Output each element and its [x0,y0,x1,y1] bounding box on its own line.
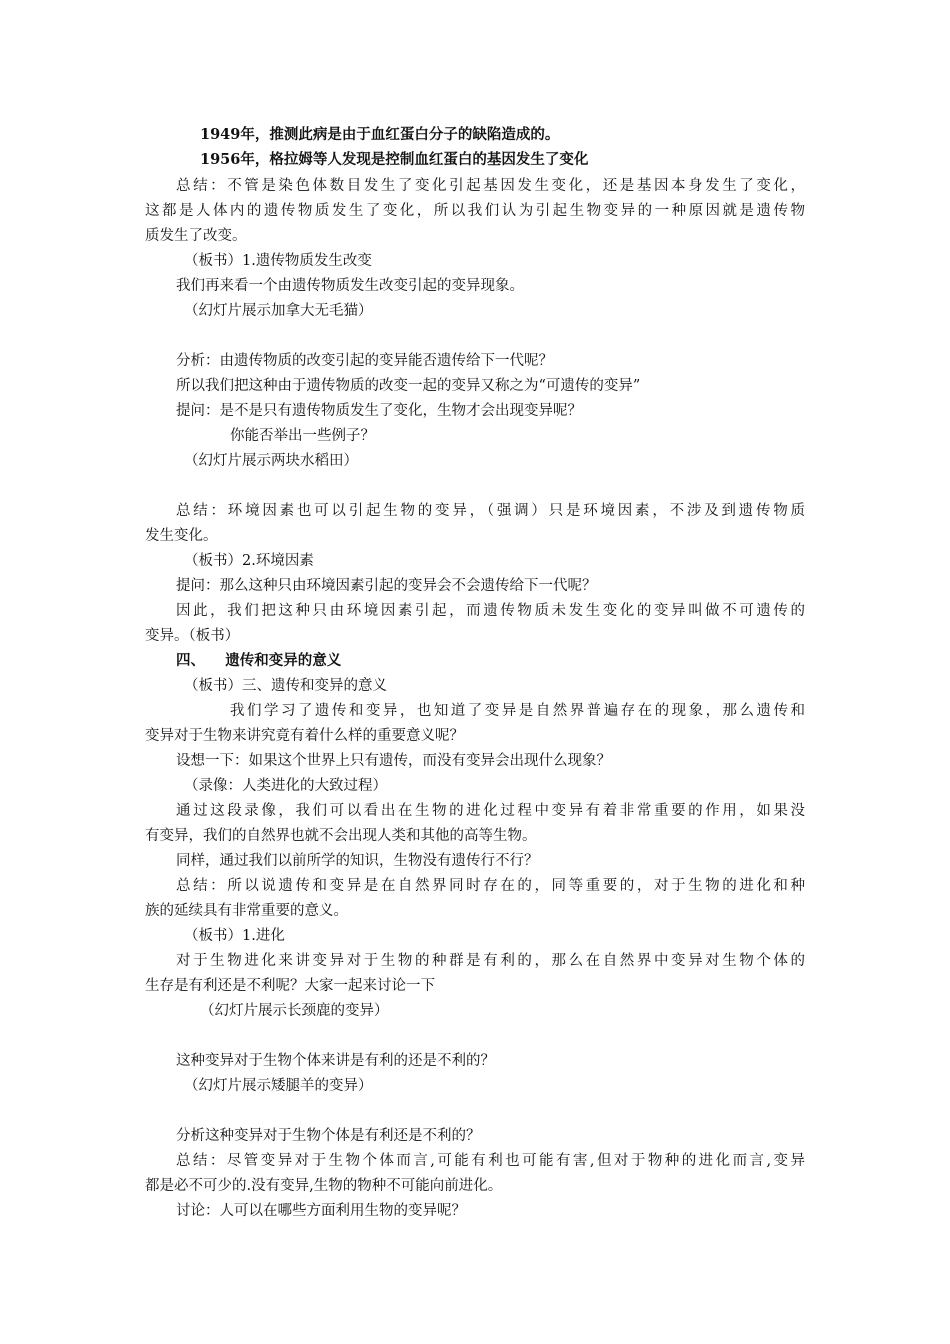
text-line: 同样，通过我们以前所学的知识，生物没有遗传行不行？ [176,853,539,869]
text-line: 质发生了改变。 [145,228,247,244]
text-line: 分析：由遗传物质的改变引起的变异能否遗传给下一代呢？ [176,353,553,369]
text-line: 发生变化。 [145,528,218,544]
text-line: 总结：不管是染色体数目发生了变化引起基因发生变化，还是基因本身发生了变化， [176,178,805,194]
text-line: 分析这种变异对于生物个体是有利还是不利的？ [176,1128,481,1144]
text-line: （板书）1.遗传物质发生改变 [184,253,372,269]
text-line: 这种变异对于生物个体来讲是有利的还是不利的？ [176,1053,495,1069]
text-line: 提问：那么这种只由环境因素引起的变异会不会遗传给下一代呢？ [176,578,597,594]
text-line: 你能否举出一些例子？ [230,428,375,444]
text-line: 族的延续具有非常重要的意义。 [145,903,348,919]
text-line: 总结：所以说遗传和变异是在自然界同时存在的，同等重要的，对于生物的进化和种 [176,878,805,894]
text-line: 总结：环境因素也可以引起生物的变异，（强调）只是环境因素，不涉及到遗传物质 [176,503,805,519]
text-line: 生存是有利还是不利呢？大家一起来讨论一下 [145,978,435,994]
text-line: （板书）1.进化 [184,928,285,944]
text-line: 提问：是不是只有遗传物质发生了变化，生物才会出现变异呢？ [176,403,582,419]
text-line: 有变异，我们的自然界也就不会出现人类和其他的高等生物。 [145,828,537,844]
section-heading: 四、 遗传和变异的意义 [176,652,342,669]
text-line: 对于生物进化来讲变异对于生物的种群是有利的，那么在自然界中变异对生物个体的 [176,953,805,969]
text-line: （录像：人类进化的大致过程） [184,778,387,794]
text-line: 1956年，格拉姆等人发现是控制血红蛋白的基因发生了变化 [200,151,589,168]
text-line: 1949年，推测此病是由于血红蛋白分子的缺陷造成的。 [200,126,560,143]
text-line: （幻灯片展示矮腿羊的变异） [184,1078,373,1094]
text-line: （板书）2.环境因素 [184,553,314,569]
text-line: （幻灯片展示加拿大无毛猫） [184,303,373,319]
text-line: 变异对于生物来讲究竟有着什么样的重要意义呢？ [145,728,464,744]
text-line: （幻灯片展示长颈鹿的变异） [200,1003,389,1019]
text-line: 我们再来看一个由遗传物质发生改变引起的变异现象。 [176,278,524,294]
text-line: 这都是人体内的遗传物质发生了变化，所以我们认为引起生物变异的一种原因就是遗传物 [145,203,805,219]
text-line: 通过这段录像，我们可以看出在生物的进化过程中变异有着非常重要的作用，如果没 [176,803,805,819]
text-line: 因此，我们把这种只由环境因素引起，而遗传物质未发生变化的变异叫做不可遗传的 [176,603,805,619]
text-line: 总结：尽管变异对于生物个体而言,可能有利也可能有害,但对于物种的进化而言,变异 [176,1153,805,1169]
text-line: 我们学习了遗传和变异，也知道了变异是自然界普遍存在的现象，那么遗传和 [230,703,805,719]
text-line: 变异。（板书） [145,628,240,644]
text-line: （板书）三、遗传和变异的意义 [184,678,387,694]
text-line: （幻灯片展示两块水稻田） [184,453,358,469]
text-line: 都是必不可少的.没有变异,生物的物种不可能向前进化。 [145,1178,503,1194]
text-line: 设想一下：如果这个世界上只有遗传，而没有变异会出现什么现象？ [176,753,611,769]
text-line: 所以我们把这种由于遗传物质的改变一起的变异又称之为“可遗传的变异” [176,378,641,394]
text-line: 讨论：人可以在哪些方面利用生物的变异呢？ [176,1203,466,1219]
